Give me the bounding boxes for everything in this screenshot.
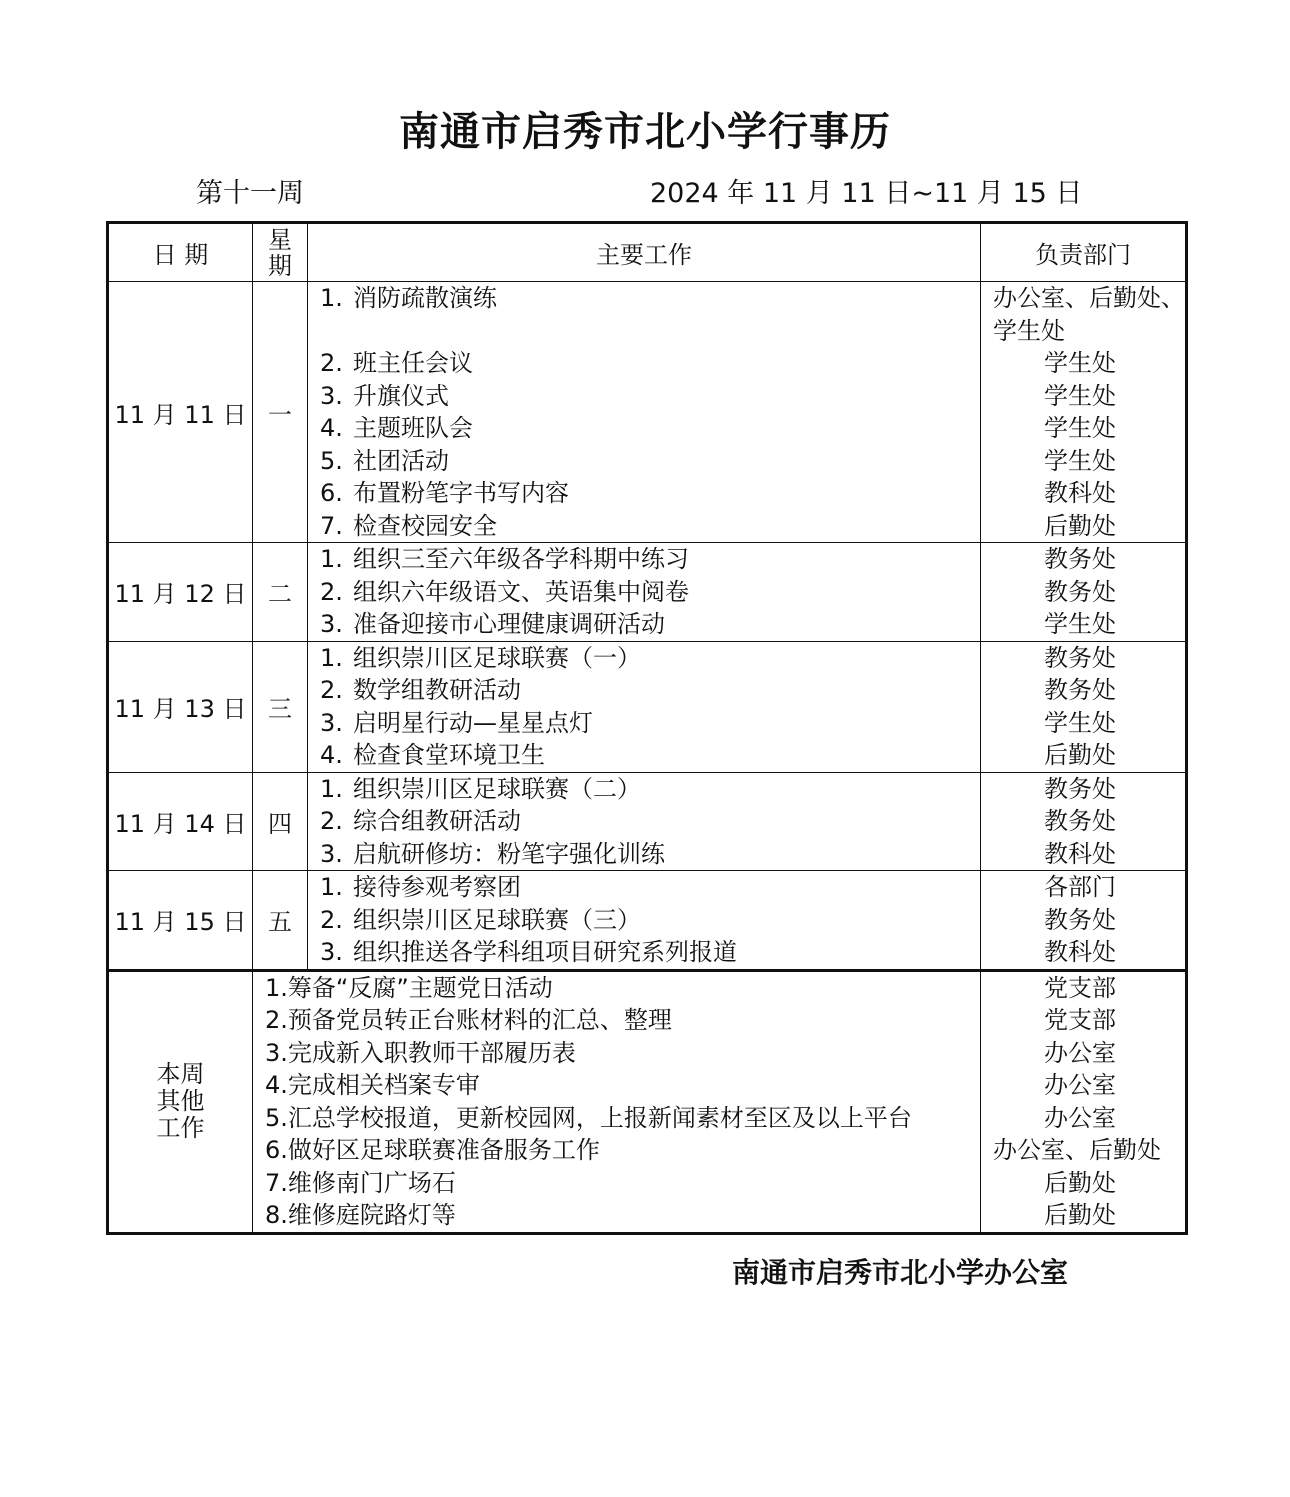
dept-value: 办公室 — [1044, 1038, 1116, 1067]
date-cell: 11 月 14 日 — [108, 772, 253, 871]
dept-value: 党支部 — [1044, 973, 1116, 1002]
schedule-table — [106, 221, 1188, 1235]
dept-cell — [981, 282, 1187, 543]
list-item: 3.完成新入职教师干部履历表 — [265, 1038, 576, 1067]
list-item: 2. 数学组教研活动 — [320, 676, 521, 704]
work-cell — [308, 641, 981, 772]
work-cell — [308, 772, 981, 871]
dept-value: 教务处 — [1044, 807, 1116, 835]
dept-value: 学生处 — [1044, 381, 1116, 410]
dept-value: 教科处 — [1044, 839, 1116, 868]
dept-value: 教务处 — [1044, 545, 1116, 573]
header-row — [108, 223, 1187, 282]
list-item: 3. 组织推送各学科组项目研究系列报道 — [320, 938, 737, 966]
list-item: 2. 组织六年级语文、英语集中阅卷 — [320, 577, 689, 606]
list-item: 1. 接待参观考察团 — [320, 873, 521, 901]
list-item: 1.筹备“反腐”主题党日活动 — [265, 973, 553, 1002]
dept-value: 教务处 — [1044, 643, 1116, 672]
weekday-cell: 一 — [253, 282, 308, 543]
list-item: 5.汇总学校报道，更新校园网，上报新闻素材至区及以上平台 — [265, 1103, 912, 1132]
date-cell: 11 月 12 日 — [108, 543, 253, 642]
table-row-day-4 — [108, 772, 1187, 871]
dept-value: 办公室 — [1044, 1103, 1116, 1132]
list-item: 5. 社团活动 — [320, 446, 449, 475]
list-item: 4. 主题班队会 — [320, 414, 473, 442]
dept-cell — [981, 772, 1187, 871]
work-cell — [308, 543, 981, 642]
footer-signature: 南通市启秀市北小学办公室 — [732, 1256, 1069, 1289]
dept-value: 各部门 — [1044, 873, 1116, 901]
table-row-other-work — [108, 970, 1187, 1233]
list-item: 2. 组织崇川区足球联赛（三） — [320, 905, 641, 934]
dept-cell — [981, 641, 1187, 772]
header-weekday-line1: 星 — [268, 225, 292, 254]
dept-cell — [981, 970, 1187, 1233]
list-item: 2. 综合组教研活动 — [320, 807, 521, 835]
table-row-day-2 — [108, 543, 1187, 642]
dept-value: 办公室 — [1044, 1071, 1116, 1099]
table-row-day-1 — [108, 282, 1187, 543]
header-weekday — [253, 223, 308, 282]
list-item: 6.做好区足球联赛准备服务工作 — [265, 1136, 600, 1164]
table-row-day-5 — [108, 871, 1187, 971]
list-item: 4. 检查食堂环境卫生 — [320, 741, 545, 769]
date-cell: 11 月 11 日 — [108, 282, 253, 543]
other-work-label: 本周 其他 工作 — [108, 970, 253, 1233]
other-work-cell — [253, 970, 981, 1233]
list-item: 1. 组织崇川区足球联赛（一） — [320, 643, 641, 672]
dept-value: 教务处 — [1044, 577, 1116, 606]
weekday-cell: 二 — [253, 543, 308, 642]
list-item: 1. 消防疏散演练 — [320, 284, 497, 312]
dept-value: 党支部 — [1044, 1006, 1116, 1034]
header-work: 主要工作 — [308, 223, 981, 282]
weekday-cell: 五 — [253, 871, 308, 971]
dept-value: 后勤处 — [1044, 511, 1116, 540]
dept-value: 学生处 — [1044, 446, 1116, 475]
dept-value: 教务处 — [1044, 676, 1116, 704]
dept-value: 学生处 — [1044, 708, 1116, 737]
list-item: 3. 升旗仪式 — [320, 381, 449, 410]
list-item: 3. 启明星行动—星星点灯 — [320, 708, 593, 737]
list-item: 2. 班主任会议 — [320, 349, 473, 377]
table-row-day-3 — [108, 641, 1187, 772]
dept-value: 教务处 — [1044, 905, 1116, 934]
list-item: 7. 检查校园安全 — [320, 511, 497, 540]
dept-value: 学生处 — [993, 316, 1065, 345]
list-item-spacer — [308, 315, 980, 348]
header-dept: 负责部门 — [981, 223, 1187, 282]
dept-value: 学生处 — [1044, 610, 1116, 638]
list-item: 2.预备党员转正台账材料的汇总、整理 — [265, 1006, 672, 1034]
list-item: 7.维修南门广场石 — [265, 1168, 456, 1197]
week-label: 第十一周 — [196, 178, 304, 209]
list-item: 1. 组织三至六年级各学科期中练习 — [320, 545, 689, 573]
work-cell — [308, 871, 981, 971]
dept-value: 学生处 — [1044, 349, 1116, 377]
dept-value: 教科处 — [1044, 938, 1116, 966]
list-item: 3. 准备迎接市心理健康调研活动 — [320, 610, 665, 638]
dept-cell — [981, 871, 1187, 971]
dept-value: 后勤处 — [1044, 1201, 1116, 1229]
dept-value: 学生处 — [1044, 414, 1116, 442]
list-item: 3. 启航研修坊：粉笔字强化训练 — [320, 839, 665, 868]
date-range: 2024 年 11 月 11 日~11 月 15 日 — [650, 178, 1083, 209]
date-cell: 11 月 13 日 — [108, 641, 253, 772]
dept-cell — [981, 543, 1187, 642]
weekday-cell: 三 — [253, 641, 308, 772]
header-date: 日 期 — [108, 223, 253, 282]
date-cell: 11 月 15 日 — [108, 871, 253, 971]
list-item: 4.完成相关档案专审 — [265, 1071, 480, 1099]
header-weekday-line2: 期 — [268, 251, 292, 280]
weekday-cell: 四 — [253, 772, 308, 871]
dept-value: 教科处 — [1044, 479, 1116, 507]
dept-value: 办公室、后勤处、 — [993, 284, 1185, 312]
dept-value: 教务处 — [1044, 774, 1116, 803]
list-item: 1. 组织崇川区足球联赛（二） — [320, 774, 641, 803]
dept-value: 后勤处 — [1044, 1168, 1116, 1197]
list-item: 8.维修庭院路灯等 — [265, 1201, 456, 1229]
work-cell — [308, 282, 981, 543]
dept-value: 办公室、后勤处 — [993, 1136, 1161, 1164]
page-title: 南通市启秀市北小学行事历 — [399, 109, 891, 155]
list-item: 6. 布置粉笔字书写内容 — [320, 479, 569, 507]
dept-value: 后勤处 — [1044, 741, 1116, 769]
